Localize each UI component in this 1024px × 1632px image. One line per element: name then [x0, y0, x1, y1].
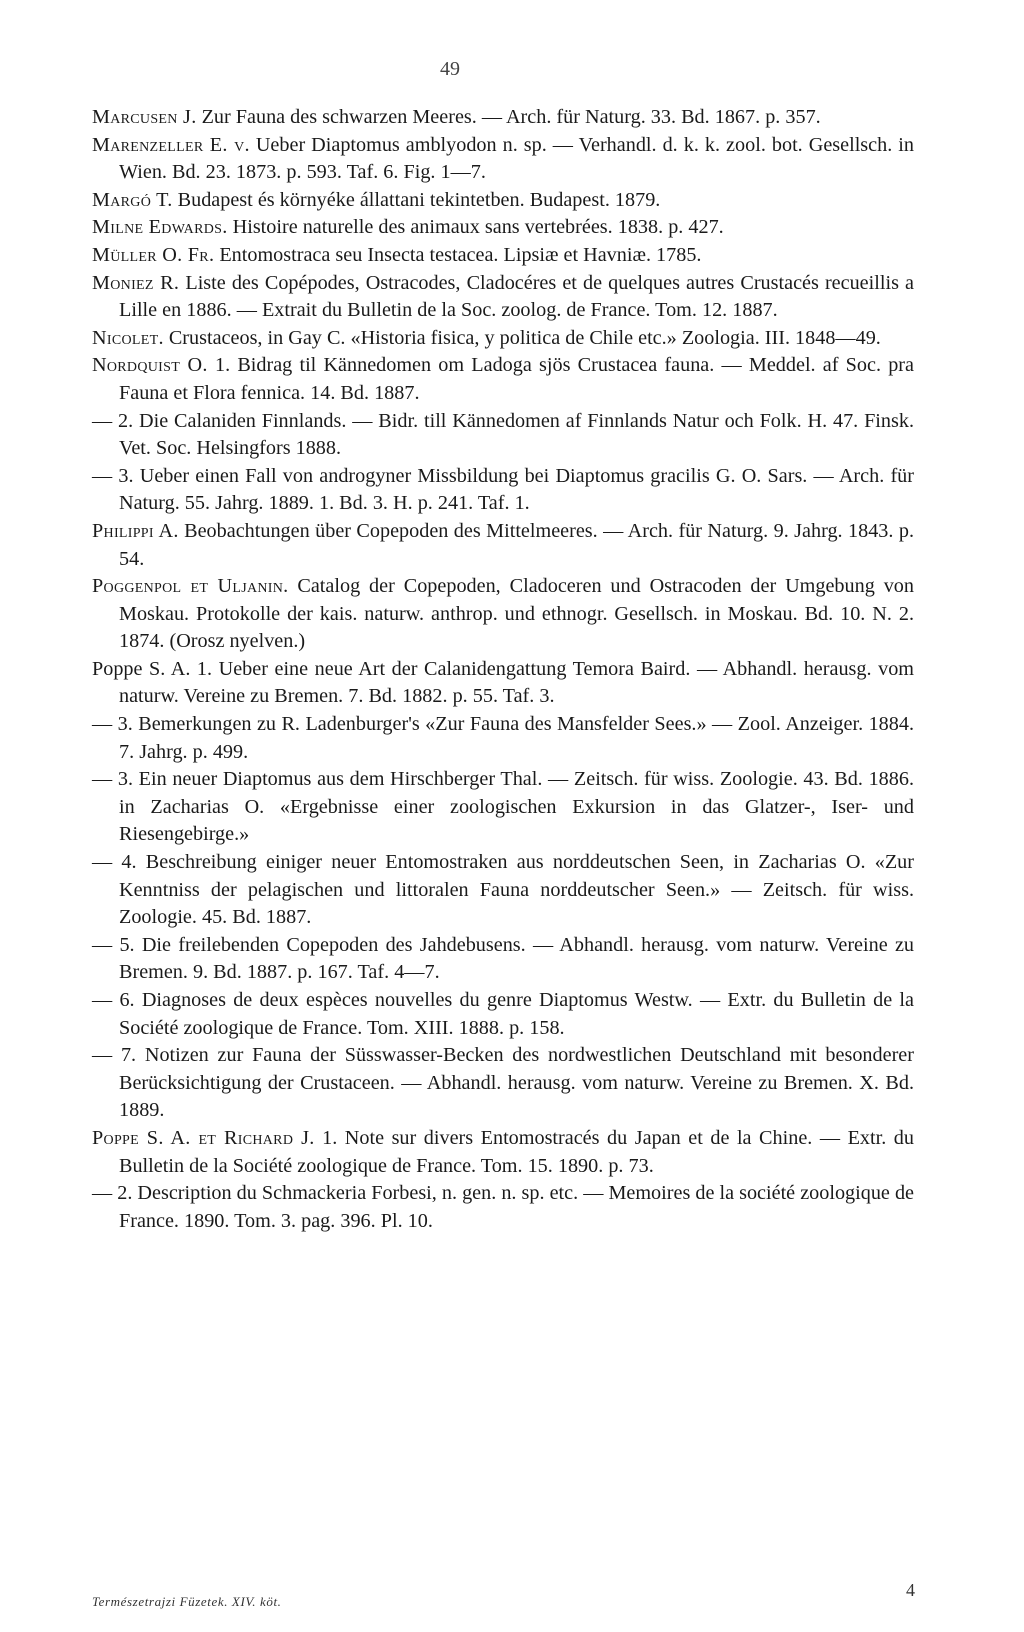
reference-text: — 3. Ein neuer Diaptomus aus dem Hirschberger Thal. — Zeitsch. für wiss. Zoologie. 43. Bd. 1886. in Zacharias O. «Ergebnisse einer zoologischen Exkursion in das Glatzer-, Iser- und Riesengebirge.» [92, 768, 914, 846]
reference-text: 1. Note sur divers Entomostracés du Japan et de la Chine. — Extr. du Bulletin de la Société zoologique de France. Tom. 15. 1890. p. 73. [119, 1126, 914, 1177]
reference-text: Poppe S. A. 1. Ueber eine neue Art der Calanidengattung Temora Baird. — Abhandl. herausg. vom naturw. Vereine zu Bremen. 7. Bd. 1882. p. 55. Taf. 3. [92, 657, 914, 708]
reference-list [92, 104, 914, 1235]
page-number: 49 [440, 58, 460, 80]
reference-author: Müller O. Fr. [92, 243, 215, 266]
reference-entry [92, 270, 914, 325]
reference-entry [92, 242, 914, 270]
reference-text: Crustaceos, in Gay C. «Historia fisica, y politica de Chile etc.» Zoologia. III. 1848—49. [163, 326, 881, 349]
reference-entry [92, 1180, 914, 1235]
reference-entry [92, 325, 914, 353]
reference-author: Marcusen J. [92, 106, 197, 128]
reference-entry [92, 987, 914, 1042]
reference-text: Histoire naturelle des animaux sans vertebrées. 1838. p. 427. [227, 216, 724, 239]
reference-text: Catalog der Copepoden, Cladoceren und Ostracoden der Umgebung von Moskau. Protokolle der kais. naturw. anthrop. und ethnogr. Gesellsch. in Moskau. Bd. 10. N. 2. 1874. (Orosz nyelven.) [119, 575, 914, 653]
reference-text: — 5. Die freilebenden Copepoden des Jahdebusens. — Abhandl. herausg. vom naturw. Vereine zu Bremen. 9. Bd. 1887. p. 167. Taf. 4—7. [92, 933, 914, 984]
reference-author: Philippi A. [92, 519, 179, 542]
reference-text: Beobachtungen über Copepoden des Mittelmeeres. — Arch. für Naturg. 9. Jahrg. 1843. p. 54. [119, 519, 915, 570]
reference-text: — 7. Notizen zur Fauna der Süsswasser-Becken des nordwestlichen Deutschland mit besonderer Berücksichtigung der Crustaceen. — Abhandl. herausg. vom naturw. Vereine zu Bremen. X. Bd. 1889. [92, 1044, 914, 1122]
reference-entry [92, 766, 914, 849]
reference-entry [92, 104, 914, 132]
reference-entry [92, 408, 914, 463]
reference-text: Entomostraca seu Insecta testacea. Lipsiæ et Havniæ. 1785. [214, 243, 702, 266]
reference-author: Poppe S. A. et Richard J. [92, 1126, 315, 1149]
reference-author: Milne Edwards. [92, 216, 228, 239]
reference-text: — 3. Ueber einen Fall von androgyner Missbildung bei Diaptomus gracilis G. O. Sars. — Arch. für Naturg. 55. Jahrg. 1889. 1. Bd. 3. H. p. 241. Taf. 1. [92, 464, 914, 515]
reference-entry [92, 352, 914, 407]
reference-entry [92, 463, 914, 518]
signature-mark: 4 [906, 1580, 915, 1600]
reference-entry [92, 656, 914, 711]
reference-author: Nicolet. [92, 326, 164, 349]
reference-entry [92, 214, 914, 242]
reference-author: Poggenpol et Uljanin. [92, 575, 289, 598]
reference-text: — 6. Diagnoses de deux espèces nouvelles du genre Diaptomus Westw. — Extr. du Bulletin de la Société zoologique de France. Tom. XIII. 1888. p. 158. [92, 989, 914, 1039]
reference-author: Margó T. [92, 188, 173, 211]
reference-text: — 2. Description du Schmackeria Forbesi, n. gen. n. sp. etc. — Memoires de la société zoologique de France. 1890. Tom. 3. pag. 396. Pl. 10. [92, 1182, 914, 1232]
reference-text: Ueber Diaptomus amblyodon n. sp. — Verhandl. d. k. k. zool. bot. Gesellsch. in Wien. Bd. 23. 1873. p. 593. Taf. 6. Fig. 1—7. [119, 133, 914, 184]
reference-entry [92, 573, 914, 656]
reference-entry [92, 1042, 914, 1125]
reference-text: Budapest és környéke állattani tekintetben. Budapest. 1879. [172, 188, 661, 211]
reference-entry [92, 711, 914, 766]
reference-entry [92, 932, 914, 987]
reference-text: — 4. Beschreibung einiger neuer Entomostraken aus norddeutschen Seen, in Zacharias O. «Zur Kenntniss der pelagischen und littoralen Fauna norddeutscher Seen.» — Zeitsch. für wiss. Zoologie. 45. Bd. 1887. [92, 851, 914, 929]
reference-entry [92, 518, 914, 573]
reference-entry [92, 187, 914, 215]
reference-author: Nordquist O. [92, 354, 208, 377]
reference-entry [92, 849, 914, 932]
reference-text: — 3. Bemerkungen zu R. Ladenburger's «Zur Fauna des Mansfelder Sees.» — Zool. Anzeiger. 1884. 7. Jahrg. p. 499. [92, 713, 914, 763]
reference-author: Moniez R. [92, 271, 180, 294]
footer-journal-title: Természetrajzi Füzetek. XIV. köt. [92, 1594, 282, 1609]
reference-author: Marenzeller E. v. [92, 133, 250, 156]
reference-text: 1. Bidrag til Kännedomen om Ladoga sjös Crustacea fauna. — Meddel. af Soc. pra Fauna et Flora fennica. 14. Bd. 1887. [119, 354, 914, 404]
reference-entry [92, 132, 914, 187]
reference-text: Liste des Copépodes, Ostracodes, Cladocéres et de quelques autres Crustacés recueillis a Lille en 1886. — Extrait du Bulletin de la Soc. zoolog. de France. Tom. 12. 1887. [119, 271, 915, 322]
reference-text: — 2. Die Calaniden Finnlands. — Bidr. till Kännedomen af Finnlands Natur och Folk. H. 47. Finsk. Vet. Soc. Helsingfors 1888. [92, 409, 914, 460]
reference-entry [92, 1125, 914, 1180]
reference-text: Zur Fauna des schwarzen Meeres. — Arch. für Naturg. 33. Bd. 1867. p. 357. [196, 106, 821, 128]
